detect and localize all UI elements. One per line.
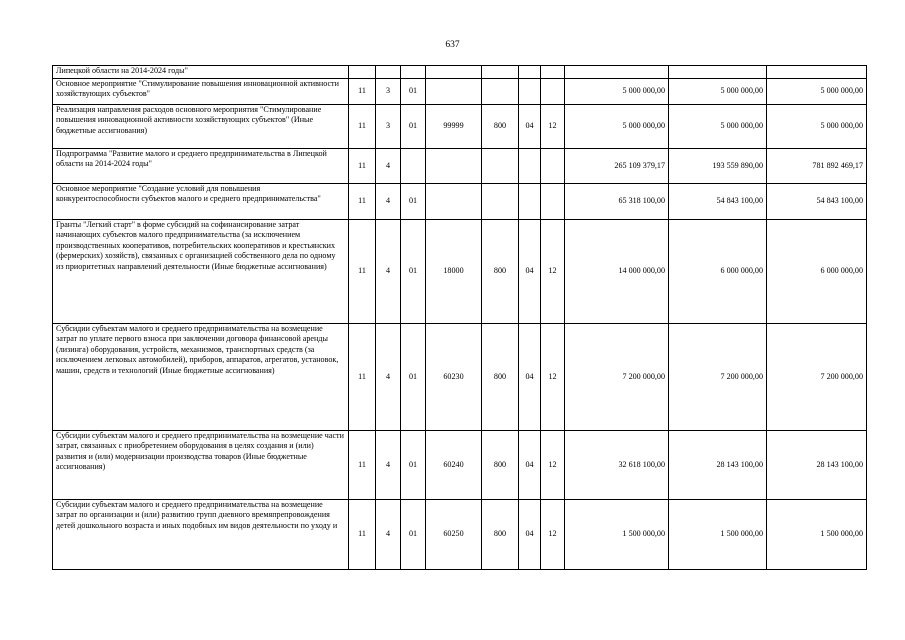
cell-code-5: 800 (482, 105, 519, 149)
cell-amount-3: 54 843 100,00 (767, 184, 867, 220)
cell-code-1: 11 (349, 79, 376, 105)
cell-amount-1: 65 318 100,00 (565, 184, 669, 220)
cell-description: Гранты "Легкий старт" в форме субсидий на софинансирование затрат начинающих субъектов малого предпринимательства (за исключением производственных кооперативов, потребительских кооперативов и крестьянских (фермерских) хозяйств), связанных с организацией собственного дела по одному из приоритетных направлений деятельности (Иные бюджетные ассигнования) (53, 220, 349, 324)
cell-amount-1: 14 000 000,00 (565, 220, 669, 324)
cell-code-3: 01 (401, 79, 426, 105)
cell-amount-1 (565, 66, 669, 79)
cell-code-3: 01 (401, 431, 426, 500)
cell-code-2: 4 (376, 220, 401, 324)
cell-code-4: 60250 (426, 500, 482, 570)
cell-amount-1: 265 109 379,17 (565, 149, 669, 184)
cell-code-3: 01 (401, 220, 426, 324)
cell-code-6 (519, 79, 541, 105)
cell-code-3: 01 (401, 105, 426, 149)
cell-code-7: 12 (541, 220, 565, 324)
cell-code-6: 04 (519, 105, 541, 149)
cell-description: Основное мероприятие "Стимулирование повышения инновационной активности хозяйствующих субъектов" (53, 79, 349, 105)
cell-code-4: 99999 (426, 105, 482, 149)
cell-description: Липецкой области на 2014-2024 годы" (53, 66, 349, 79)
budget-table (52, 65, 867, 570)
cell-code-5 (482, 79, 519, 105)
cell-code-5: 800 (482, 324, 519, 431)
cell-amount-2: 7 200 000,00 (669, 324, 767, 431)
cell-code-4 (426, 79, 482, 105)
cell-code-7: 12 (541, 500, 565, 570)
table-row (53, 105, 867, 149)
cell-code-6: 04 (519, 500, 541, 570)
table-row (53, 184, 867, 220)
cell-code-7 (541, 149, 565, 184)
cell-code-6 (519, 184, 541, 220)
table-row (53, 66, 867, 79)
cell-code-6: 04 (519, 324, 541, 431)
cell-code-3: 01 (401, 500, 426, 570)
table-row (53, 220, 867, 324)
cell-amount-1: 5 000 000,00 (565, 79, 669, 105)
table-row (53, 324, 867, 431)
cell-code-6: 04 (519, 431, 541, 500)
cell-code-5 (482, 184, 519, 220)
cell-code-1: 11 (349, 184, 376, 220)
table-row (53, 500, 867, 570)
cell-amount-2: 5 000 000,00 (669, 105, 767, 149)
cell-code-7: 12 (541, 431, 565, 500)
cell-description: Подпрограмма "Развитие малого и среднего предпринимательства в Липецкой области на 2014-2024 годы" (53, 149, 349, 184)
cell-code-2: 4 (376, 500, 401, 570)
cell-code-1: 11 (349, 105, 376, 149)
cell-amount-1: 5 000 000,00 (565, 105, 669, 149)
cell-code-1: 11 (349, 324, 376, 431)
cell-description: Субсидии субъектам малого и среднего предпринимательства на возмещение затрат по организации и (или) развитию групп дневного времяпрепровождения детей дошкольного возраста и иных подобных им видов деятельности по уходу и (53, 500, 349, 570)
cell-amount-3: 6 000 000,00 (767, 220, 867, 324)
cell-code-4: 60230 (426, 324, 482, 431)
cell-amount-2: 6 000 000,00 (669, 220, 767, 324)
cell-code-5: 800 (482, 220, 519, 324)
cell-amount-2: 5 000 000,00 (669, 79, 767, 105)
cell-code-2: 3 (376, 79, 401, 105)
cell-amount-3: 5 000 000,00 (767, 79, 867, 105)
cell-code-3 (401, 149, 426, 184)
cell-code-5: 800 (482, 500, 519, 570)
cell-code-7 (541, 79, 565, 105)
table-row (53, 79, 867, 105)
cell-amount-2: 28 143 100,00 (669, 431, 767, 500)
cell-code-2: 4 (376, 324, 401, 431)
cell-code-4 (426, 66, 482, 79)
cell-code-7 (541, 184, 565, 220)
cell-code-6 (519, 149, 541, 184)
cell-amount-2 (669, 66, 767, 79)
cell-code-2: 3 (376, 105, 401, 149)
cell-code-4 (426, 184, 482, 220)
cell-code-4: 60240 (426, 431, 482, 500)
cell-amount-1: 32 618 100,00 (565, 431, 669, 500)
cell-amount-3: 781 892 469,17 (767, 149, 867, 184)
cell-amount-2: 193 559 890,00 (669, 149, 767, 184)
cell-amount-2: 1 500 000,00 (669, 500, 767, 570)
cell-code-7: 12 (541, 324, 565, 431)
cell-amount-3: 5 000 000,00 (767, 105, 867, 149)
cell-code-5 (482, 149, 519, 184)
cell-code-1: 11 (349, 431, 376, 500)
cell-code-3: 01 (401, 184, 426, 220)
cell-code-5 (482, 66, 519, 79)
table-row (53, 149, 867, 184)
cell-amount-3: 28 143 100,00 (767, 431, 867, 500)
cell-amount-3 (767, 66, 867, 79)
cell-code-3: 01 (401, 324, 426, 431)
cell-code-7 (541, 66, 565, 79)
cell-amount-3: 7 200 000,00 (767, 324, 867, 431)
cell-code-2: 4 (376, 431, 401, 500)
cell-code-1 (349, 66, 376, 79)
cell-code-2: 4 (376, 184, 401, 220)
cell-amount-2: 54 843 100,00 (669, 184, 767, 220)
cell-code-4: 18000 (426, 220, 482, 324)
cell-code-2: 4 (376, 149, 401, 184)
page-number: 637 (445, 40, 460, 50)
cell-code-1: 11 (349, 220, 376, 324)
cell-amount-1: 7 200 000,00 (565, 324, 669, 431)
cell-code-6: 04 (519, 220, 541, 324)
cell-description: Субсидии субъектам малого и среднего предпринимательства на возмещение части затрат, связанных с приобретением оборудования в целях создания и (или) развития и (или) модернизации производства товаров (Иные бюджетные ассигнования) (53, 431, 349, 500)
cell-code-5: 800 (482, 431, 519, 500)
cell-code-3 (401, 66, 426, 79)
table-row (53, 431, 867, 500)
cell-code-1: 11 (349, 500, 376, 570)
cell-description: Субсидии субъектам малого и среднего предпринимательства на возмещение затрат по уплате первого взноса при заключении договора финансовой аренды (лизинга) оборудования, устройств, механизмов, транспортных средств (за исключением легковых автомобилей), приборов, аппаратов, агрегатов, установок, машин, средств и технологий (Иные бюджетные ассигнования) (53, 324, 349, 431)
cell-code-7: 12 (541, 105, 565, 149)
cell-amount-3: 1 500 000,00 (767, 500, 867, 570)
cell-code-4 (426, 149, 482, 184)
cell-description: Реализация направления расходов основного мероприятия "Стимулирование повышения инновационной активности хозяйствующих субъектов" (Иные бюджетные ассигнования) (53, 105, 349, 149)
cell-code-2 (376, 66, 401, 79)
cell-code-1: 11 (349, 149, 376, 184)
cell-amount-1: 1 500 000,00 (565, 500, 669, 570)
cell-code-6 (519, 66, 541, 79)
cell-description: Основное мероприятие "Создание условий для повышения конкурентоспособности субъектов малого и среднего предпринимательства" (53, 184, 349, 220)
